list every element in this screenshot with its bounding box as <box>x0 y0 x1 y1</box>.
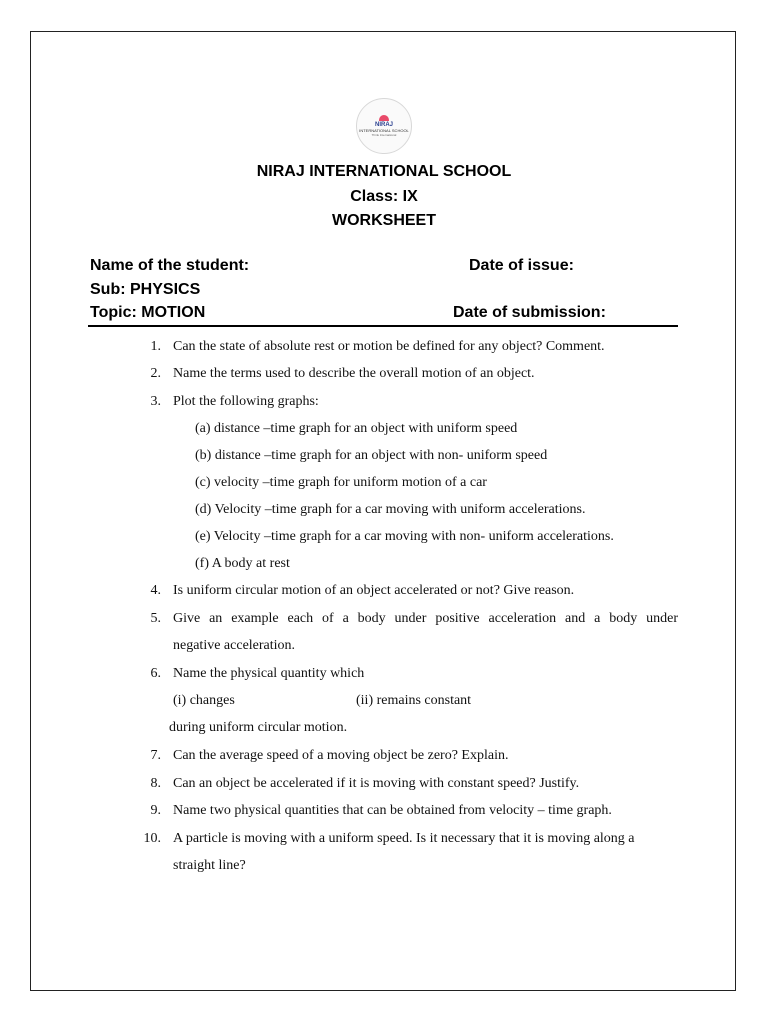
question-10-line-2: straight line? <box>173 858 246 873</box>
question-3e: (e) Velocity –time graph for a car moving with non- uniform accelerations. <box>195 529 614 544</box>
question-10-line-1: A particle is moving with a uniform speed. Is it necessary that it is moving along a <box>173 831 635 846</box>
question-number: 4. <box>150 583 161 598</box>
question-8: Can an object be accelerated if it is moving with constant speed? Justify. <box>173 776 580 791</box>
question-6-option-2: (ii) remains constant <box>356 693 472 708</box>
question-2: Name the terms used to describe the overall motion of an object. <box>173 366 535 381</box>
header-rule <box>88 325 678 327</box>
question-number: 2. <box>150 366 161 381</box>
question-number: 8. <box>150 776 161 791</box>
question-5-line-2: negative acceleration. <box>173 638 296 653</box>
question-number: 1. <box>150 339 161 354</box>
question-3b: (b) distance –time graph for an object with non- uniform speed <box>195 448 548 463</box>
logo-text-2: INTERNATIONAL SCHOOL <box>359 128 409 133</box>
class-label: Class: IX <box>350 188 418 205</box>
question-number: 3. <box>150 394 161 409</box>
question-6: Name the physical quantity which <box>173 666 365 681</box>
question-7: Can the average speed of a moving object be zero? Explain. <box>173 748 509 763</box>
student-name-label: Name of the student: <box>90 257 250 274</box>
question-9: Name two physical quantities that can be obtained from velocity – time graph. <box>173 803 612 818</box>
question-3a: (a) distance –time graph for an object with uniform speed <box>195 421 518 436</box>
question-6-option-1: (i) changes <box>173 693 235 708</box>
question-3: Plot the following graphs: <box>173 394 319 409</box>
date-of-issue-label: Date of issue: <box>469 257 574 274</box>
question-number: 7. <box>150 748 161 763</box>
question-3d: (d) Velocity –time graph for a car moving with uniform accelerations. <box>195 502 586 517</box>
date-of-submission-label: Date of submission: <box>453 304 606 321</box>
question-3f: (f) A body at rest <box>195 556 290 571</box>
question-number: 10. <box>143 831 161 846</box>
question-1: Can the state of absolute rest or motion be defined for any object? Comment. <box>173 339 605 354</box>
logo-text-1: NIRAJ <box>374 122 393 128</box>
question-3c: (c) velocity –time graph for uniform motion of a car <box>195 475 487 490</box>
question-number: 6. <box>150 666 161 681</box>
logo-flower-icon <box>379 115 389 121</box>
question-5-line-1: Give an example each of a body under positive acceleration and a body under <box>173 611 678 626</box>
question-number: 9. <box>150 803 161 818</box>
topic-label: Topic: MOTION <box>90 304 206 321</box>
worksheet-title: WORKSHEET <box>332 212 436 229</box>
question-number: 5. <box>150 611 161 626</box>
school-name: NIRAJ INTERNATIONAL SCHOOL <box>256 163 512 180</box>
subject-label: Sub: PHYSICS <box>90 281 201 298</box>
school-logo <box>356 98 412 154</box>
question-4: Is uniform circular motion of an object accelerated or not? Give reason. <box>173 583 575 598</box>
logo-text-3: Think International <box>371 133 397 137</box>
question-6-tail: during uniform circular motion. <box>169 720 348 735</box>
